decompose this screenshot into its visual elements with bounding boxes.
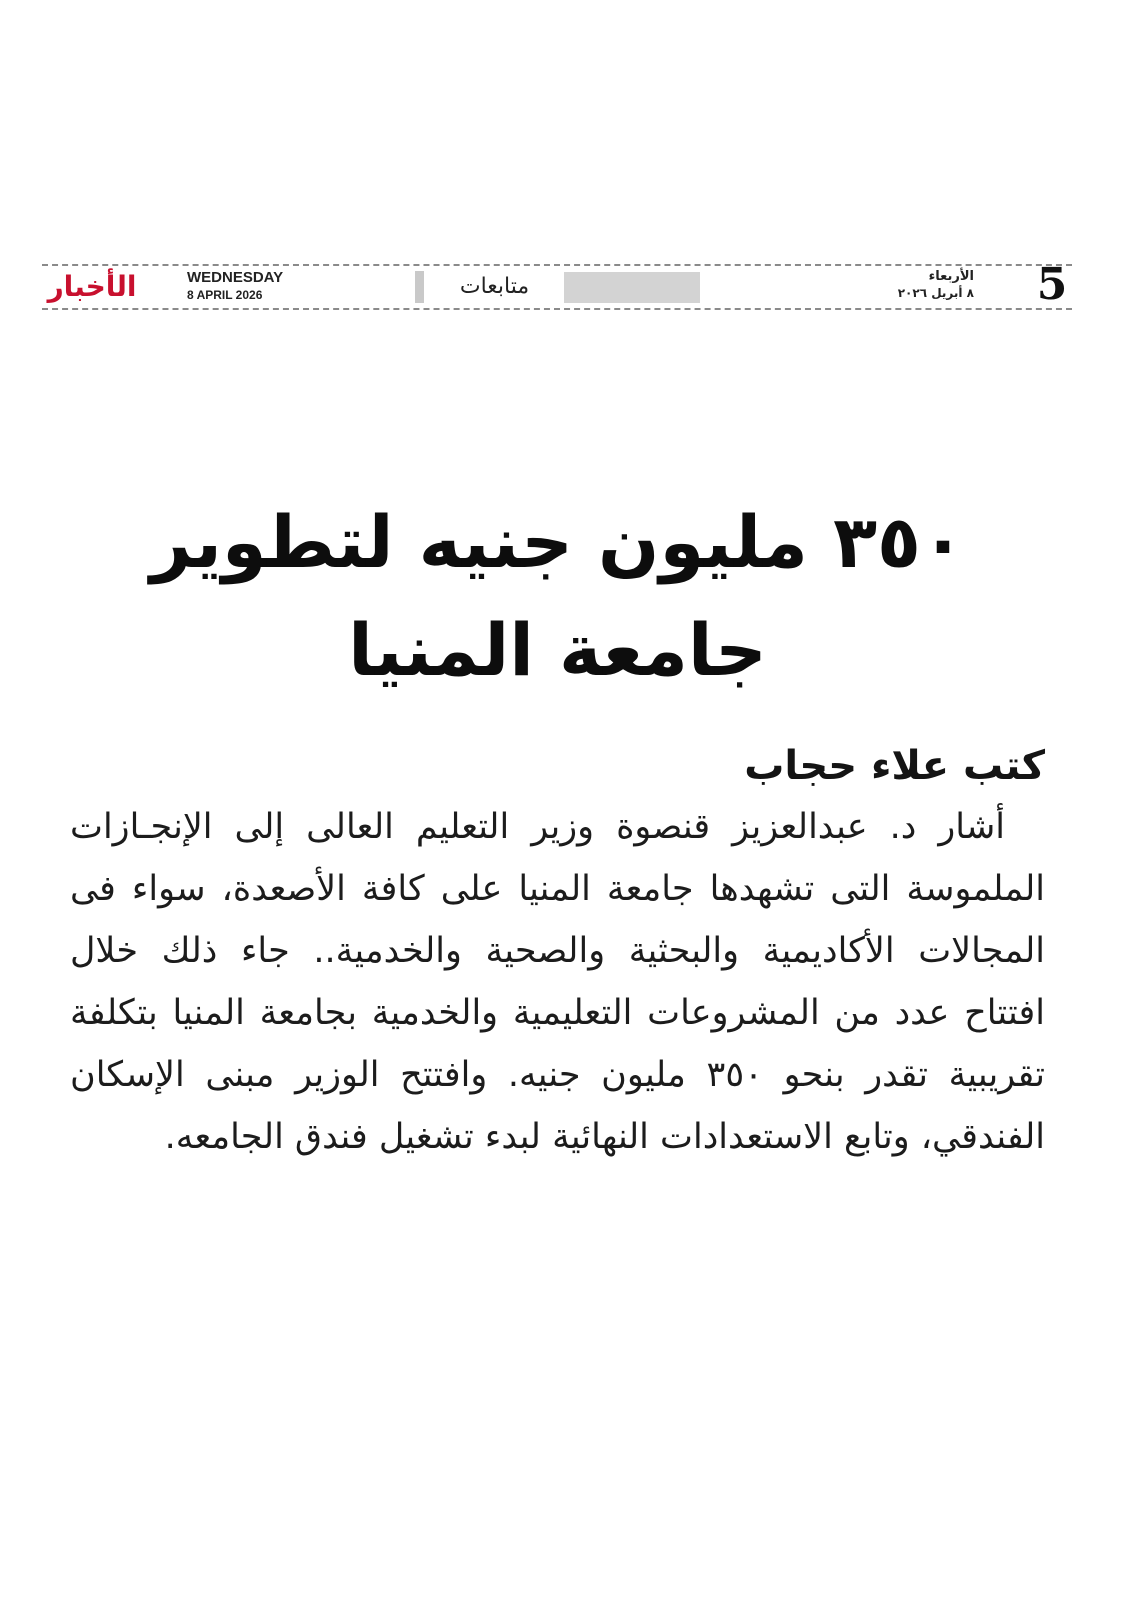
- arabic-weekday: الأربعاء: [928, 269, 974, 284]
- newspaper-logo: الأخبار: [47, 270, 137, 303]
- header-bottom-rule: [42, 308, 1072, 310]
- article-body: أشار د. عبدالعزيز قنصوة وزير التعليم العالى إلى الإنجـازات الملموسة التى تشهدها جامعة المنيا على كافة الأصعدة، سواء فى المجالات الأكاديمية والبحثية والصحية والخدمية.. جاء ذلك خلال افتتاح عدد من المشروعات التعليمية والخدمية بجامعة المنيا بتكلفة تقريبية تقدر بنحو ٣٥٠ مليون جنيه. وافتتح الوزير مبنى الإسكان الفندقي، وتابع الاستعدادات النهائية لبدء تشغيل فندق الجامعه.: [70, 807, 1045, 1157]
- english-date: [187, 270, 283, 301]
- article-byline: كتب علاء حجاب: [744, 743, 1045, 789]
- page-header: [42, 259, 1072, 310]
- page-number: 5: [1036, 259, 1068, 310]
- english-weekday: WEDNESDAY: [187, 269, 284, 286]
- header-top-rule: [42, 264, 1072, 266]
- article-headline: ٣٥٠ مليون جنيه لتطوير جامعة المنيا: [150, 500, 965, 692]
- arabic-date: [898, 270, 974, 299]
- section-title: متابعات: [459, 274, 530, 299]
- section-marker-bar: [415, 271, 424, 303]
- english-date-text: 8 APRIL 2026: [187, 288, 263, 302]
- news-article: [70, 488, 1045, 1168]
- gray-placeholder-block: [564, 272, 700, 303]
- arabic-date-text: ٨ أبريل ٢٠٢٦: [897, 286, 974, 300]
